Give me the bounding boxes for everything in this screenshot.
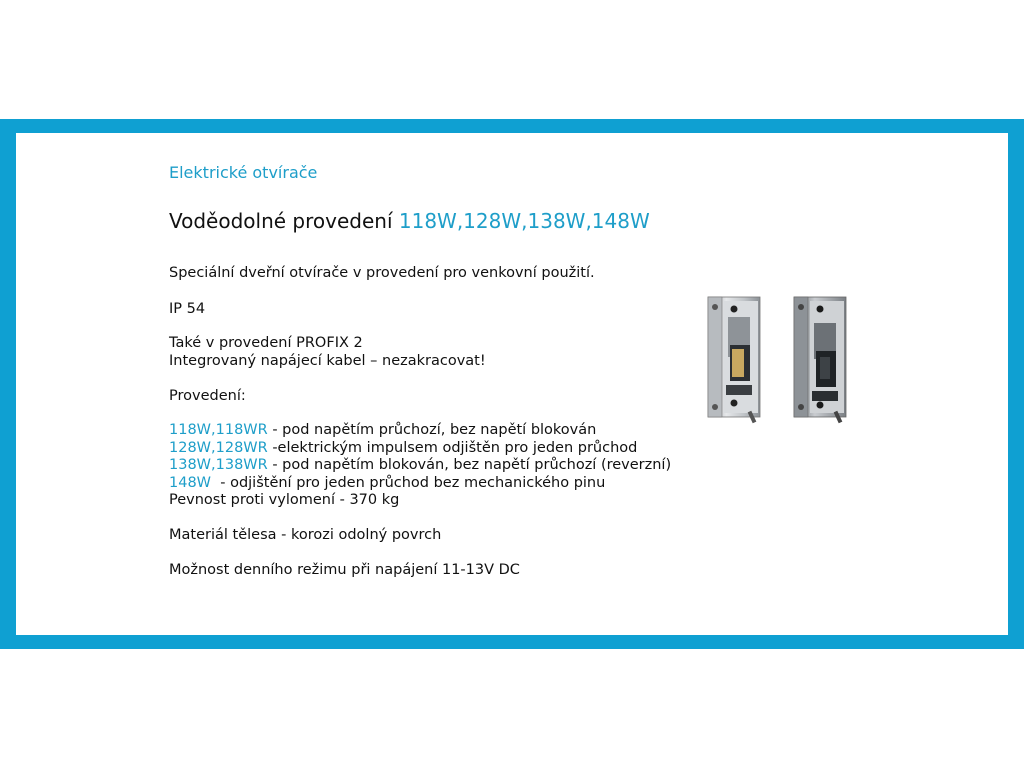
variants-label: Provedení: — [169, 388, 246, 404]
door-opener-image — [702, 293, 862, 443]
profix-line-2: Integrovaný napájecí kabel – nezakracovat! — [169, 352, 486, 369]
slide-panel — [16, 133, 1008, 635]
variant-row — [169, 457, 671, 475]
variant-desc: -elektrickým impulsem odjištěn pro jeden průchod — [267, 439, 638, 456]
page-title-models: 118W,128W,138W,148W — [398, 209, 650, 233]
variant-code: 148W — [169, 474, 212, 491]
day-mode-text: Možnost denního režimu při napájení 11-13V DC — [169, 562, 520, 578]
product-images — [702, 293, 862, 443]
profix-line-1: Také v provedení PROFIX 2 — [169, 335, 363, 351]
strength-text: Pevnost proti vylomení - 370 kg — [169, 492, 400, 508]
variant-row — [169, 422, 596, 440]
section-title: Elektrické otvírače — [169, 163, 318, 182]
variant-code: 138W,138WR — [169, 457, 268, 473]
page-title — [169, 209, 650, 233]
variant-desc: - pod napětím průchozí, bez napětí blokován — [267, 422, 597, 438]
material-text: Materiál tělesa - korozi odolný povrch — [169, 527, 442, 543]
variant-code: 128W,128WR — [169, 439, 268, 456]
page-title-text: Voděodolné provedení — [169, 209, 399, 233]
variant-code: 118W,118WR — [169, 422, 268, 438]
variant-desc: - odjištění pro jeden průchod bez mechanického pinu — [211, 474, 606, 491]
variant-desc: - pod napětím blokován, bez napětí průchozí (reverzní) — [267, 457, 672, 473]
slide-frame — [0, 119, 1024, 649]
variant-row — [169, 440, 637, 458]
door-opener-silver — [708, 297, 760, 423]
intro-text: Speciální dveřní otvírače v provedení pro venkovní použití. — [169, 265, 595, 281]
ip-rating: IP 54 — [169, 301, 206, 317]
door-opener-dark — [794, 297, 846, 423]
variant-row — [169, 475, 605, 493]
